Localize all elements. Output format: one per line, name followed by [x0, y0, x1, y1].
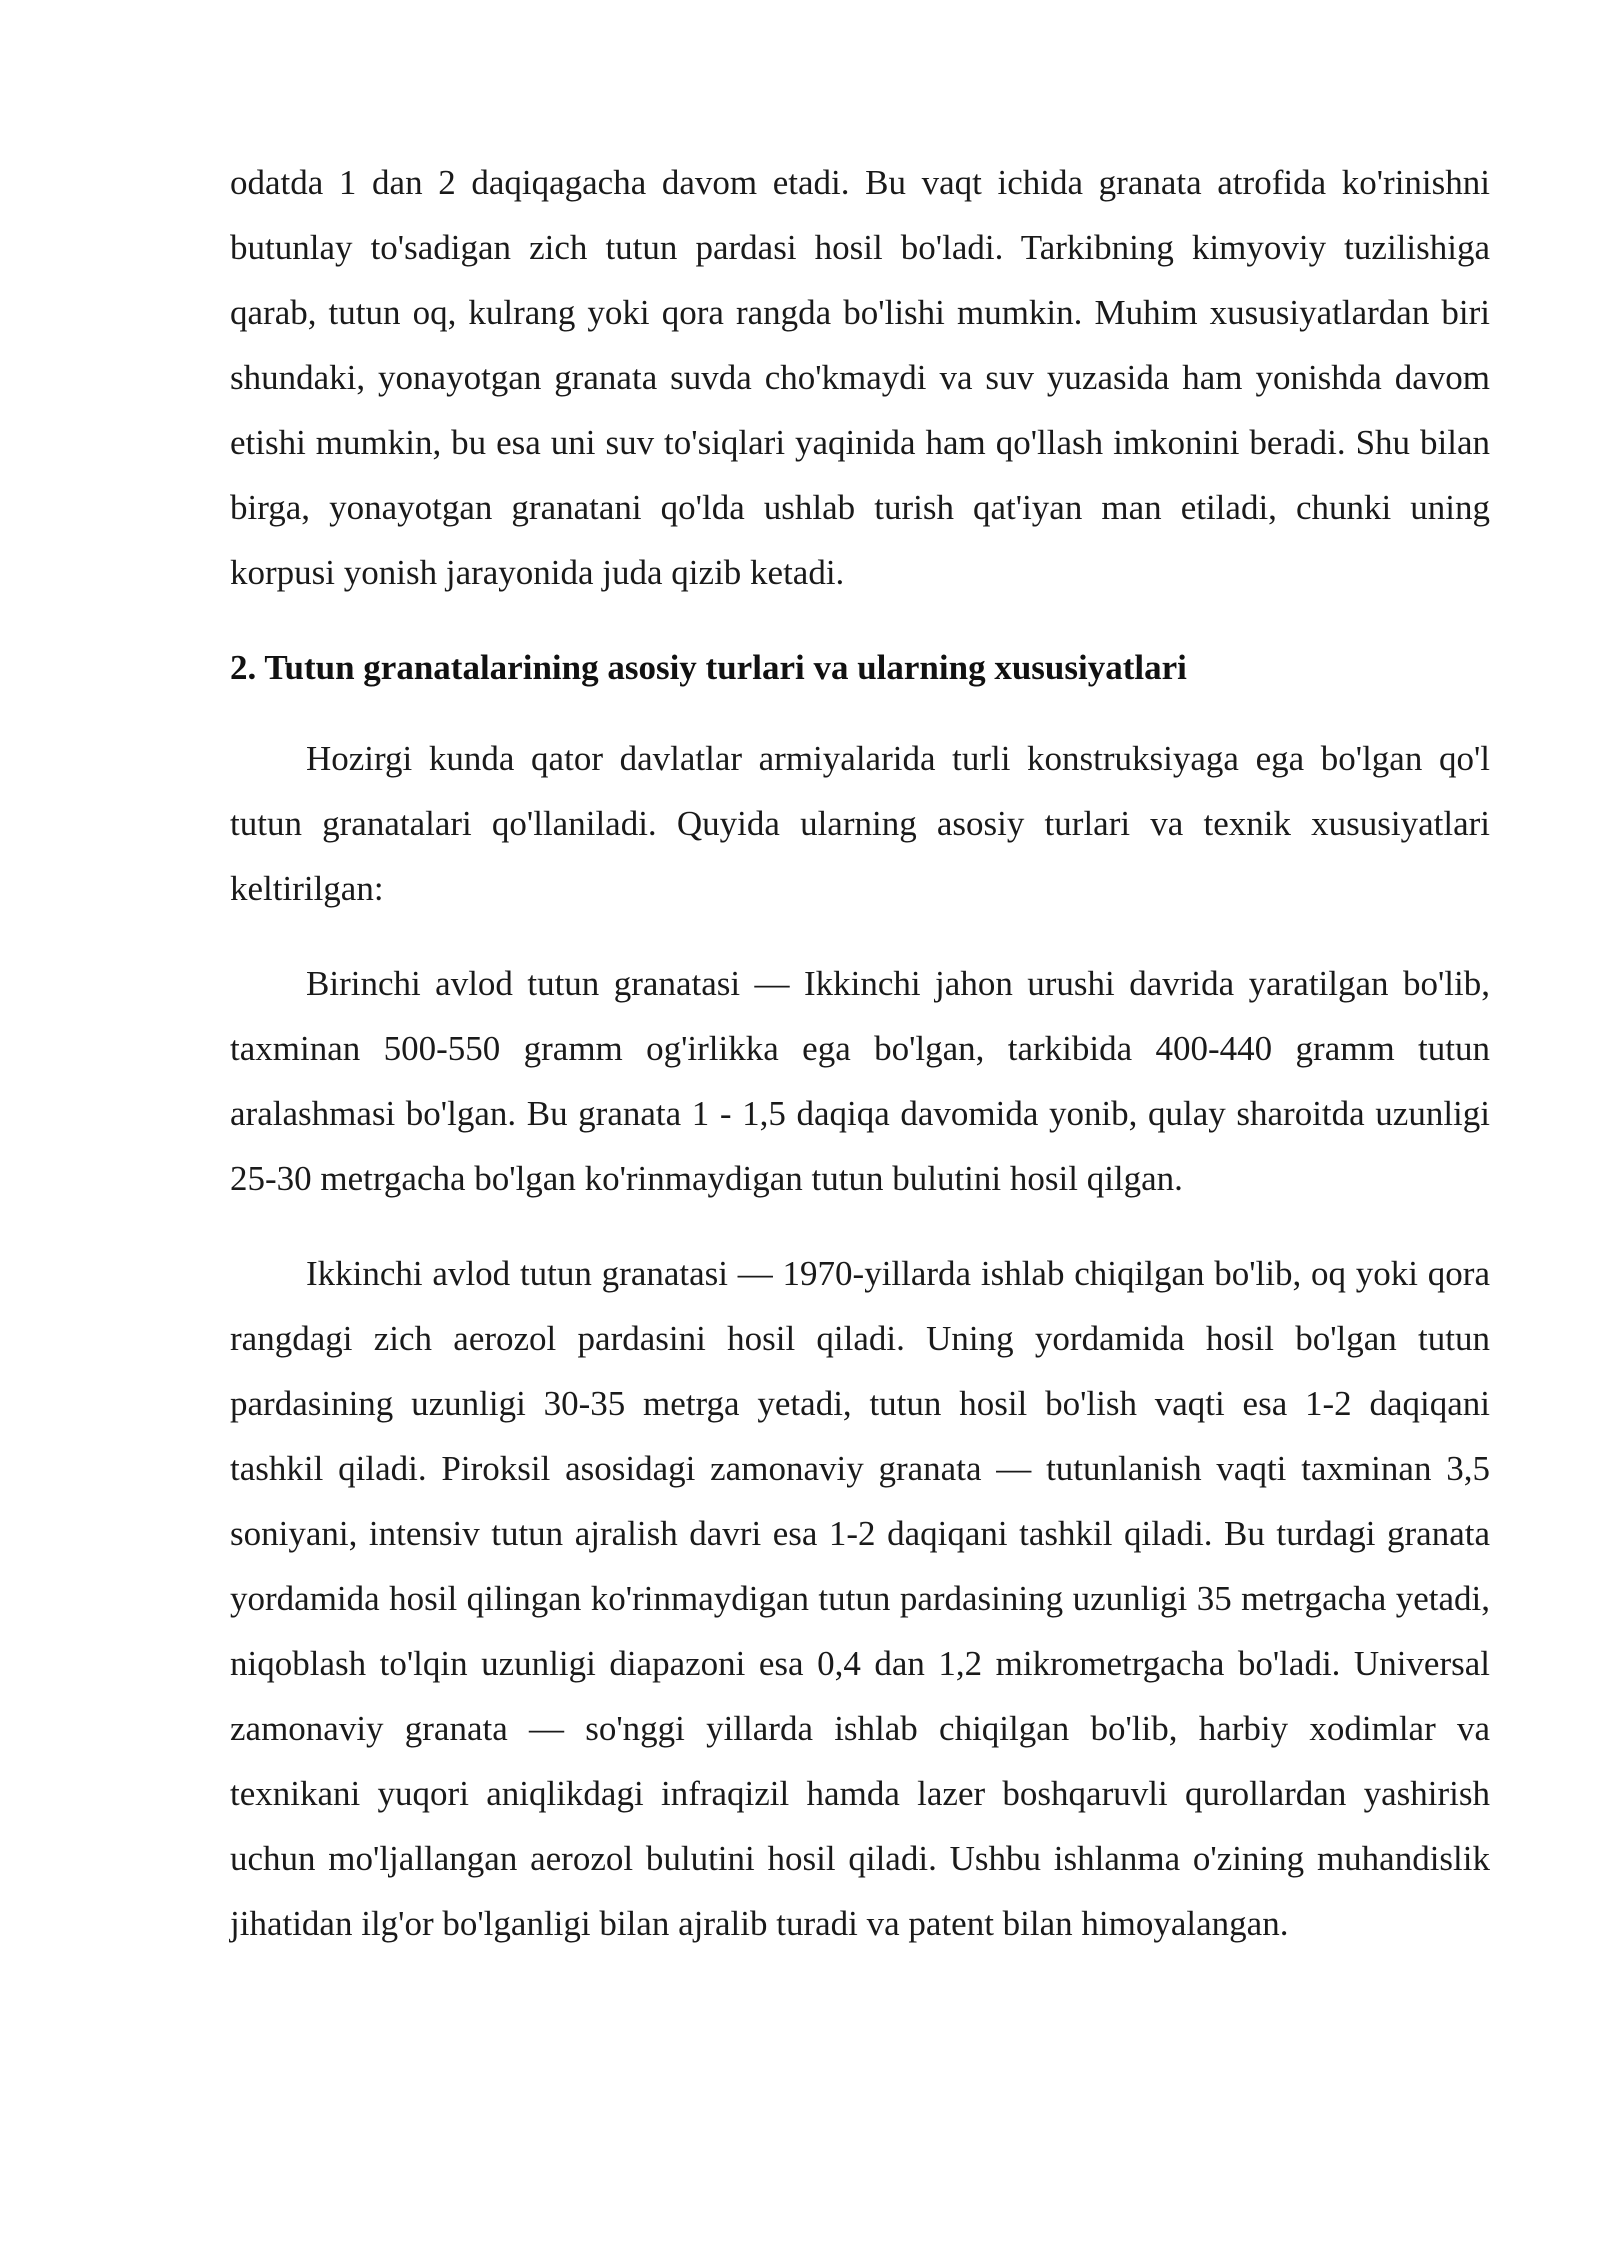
paragraph-continuation: odatda 1 dan 2 daqiqagacha davom etadi. Bu vaqt ichida granata atrofida ko'rinishni butunlay to'sadigan zich tutun pardasi hosil bo'ladi. Tarkibning kimyoviy tuzilishiga qarab, tutun oq, kulrang yoki qora rangda bo'lishi mumkin. Muhim xususiyatlardan biri shundaki, yonayotgan granata suvda cho'kmaydi va suv yuzasida ham yonishda davom etishi mumkin, bu esa uni suv to'siqlari yaqinida ham qo'llash imkonini beradi. Shu bilan birga, yonayotgan granatani qo'lda ushlab turish qat'iyan man etiladi, chunki uning korpusi yonish jarayonida juda qizib ketadi. [230, 163, 1490, 592]
paragraph-second-generation: Ikkinchi avlod tutun granatasi — 1970-yillarda ishlab chiqilgan bo'lib, oq yoki qora rangdagi zich aerozol pardasini hosil qiladi. Uning yordamida hosil bo'lgan tutun pardasining uzunligi 30-35 metrga yetadi, tutun hosil bo'lish vaqti esa 1-2 daqiqani tashkil qiladi. Piroksil asosidagi zamonaviy granata — tutunlanish vaqti taxminan 3,5 soniyani, intensiv tutun ajralish davri esa 1-2 daqiqani tashkil qiladi. Bu turdagi granata yordamida hosil qilingan ko'rinmaydigan tutun pardasining uzunligi 35 metrgacha yetadi, niqoblash to'lqin uzunligi diapazoni esa 0,4 dan 1,2 mikrometrgacha bo'ladi. Universal zamonaviy granata — so'nggi yillarda ishlab chiqilgan bo'lib, harbiy xodimlar va texnikani yuqori aniqlikdagi infraqizil hamda lazer boshqaruvli qurollardan yashirish uchun mo'ljallangan aerozol bulutini hosil qiladi. Ushbu ishlanma o'zining muhandislik jihatidan ilg'or bo'lganligi bilan ajralib turadi va patent bilan himoyalangan. [230, 1254, 1490, 1943]
document-page [230, 150, 1490, 1956]
paragraph-intro: Hozirgi kunda qator davlatlar armiyalarida turli konstruksiyaga ega bo'lgan qo'l tutun granatalari qo'llaniladi. Quyida ularning asosiy turlari va texnik xususiyatlari keltirilgan: [230, 739, 1490, 908]
section-heading: 2. Tutun granatalarining asosiy turlari va ularning xususiyatlari [230, 648, 1187, 687]
paragraph-first-generation: Birinchi avlod tutun granatasi — Ikkinchi jahon urushi davrida yaratilgan bo'lib, taxminan 500-550 gramm og'irlikka ega bo'lgan, tarkibida 400-440 gramm tutun aralashmasi bo'lgan. Bu granata 1 - 1,5 daqiqa davomida yonib, qulay sharoitda uzunligi 25-30 metrgacha bo'lgan ko'rinmaydigan tutun bulutini hosil qilgan. [230, 964, 1490, 1198]
